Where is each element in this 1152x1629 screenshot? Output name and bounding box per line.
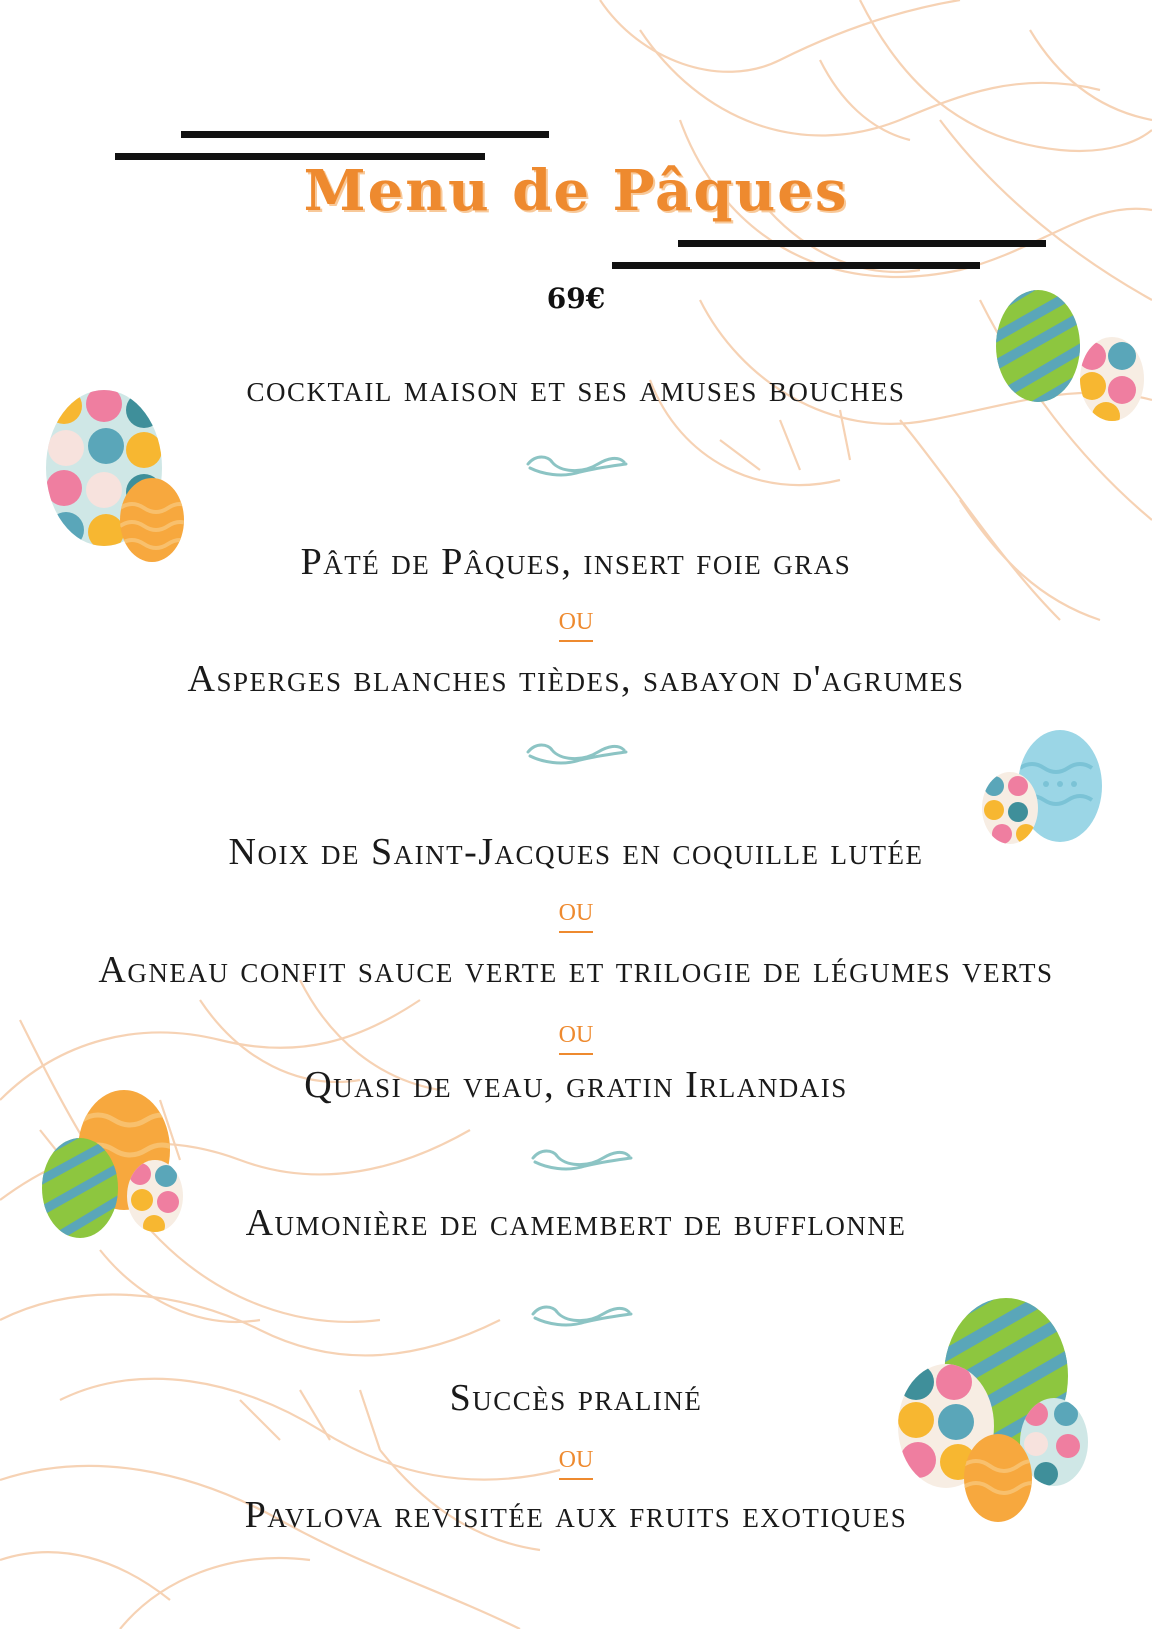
menu-item-succes-praline: Succès praliné	[449, 1377, 703, 1419]
or-separator	[0, 1015, 1152, 1049]
easter-egg-icon	[896, 1298, 1092, 1524]
menu-title: Menu de Pâques	[303, 158, 849, 224]
decorative-line	[678, 240, 1046, 247]
menu-item-cocktail: cocktail maison et ses amuses bouches	[246, 368, 906, 410]
or-separator	[0, 893, 1152, 927]
menu-item-quasi-veau: Quasi de veau, gratin Irlandais	[304, 1064, 848, 1106]
menu-item-pate: Pâté de Pâques, insert foie gras	[300, 541, 852, 583]
easter-egg-icon	[44, 386, 194, 566]
menu-item-saint-jacques: Noix de Saint-Jacques en coquille lutée	[228, 831, 924, 873]
easter-egg-icon	[996, 286, 1152, 426]
menu-price: 69€	[546, 282, 606, 315]
menu-item-pavlova: Pavlova revisitée aux fruits exotiques	[244, 1494, 908, 1536]
swirl-divider-icon	[522, 450, 630, 480]
decorative-line	[612, 262, 980, 269]
or-label: ou	[559, 1438, 594, 1480]
decorative-line	[181, 131, 549, 138]
menu-item-aumoniere: Aumonière de camembert de bufflonne	[245, 1202, 907, 1244]
swirl-divider-icon	[522, 738, 630, 768]
or-label: ou	[559, 891, 594, 933]
menu-item-asperges: Asperges blanches tièdes, sabayon d'agrumes	[187, 658, 965, 700]
or-separator	[0, 602, 1152, 636]
or-label: ou	[559, 1013, 594, 1055]
swirl-divider-icon	[527, 1300, 635, 1330]
or-label: ou	[559, 600, 594, 642]
easter-egg-icon	[42, 1090, 192, 1240]
easter-egg-icon	[980, 730, 1105, 845]
menu-item-agneau: Agneau confit sauce verte et trilogie de légumes verts	[98, 949, 1054, 991]
swirl-divider-icon	[527, 1144, 635, 1174]
